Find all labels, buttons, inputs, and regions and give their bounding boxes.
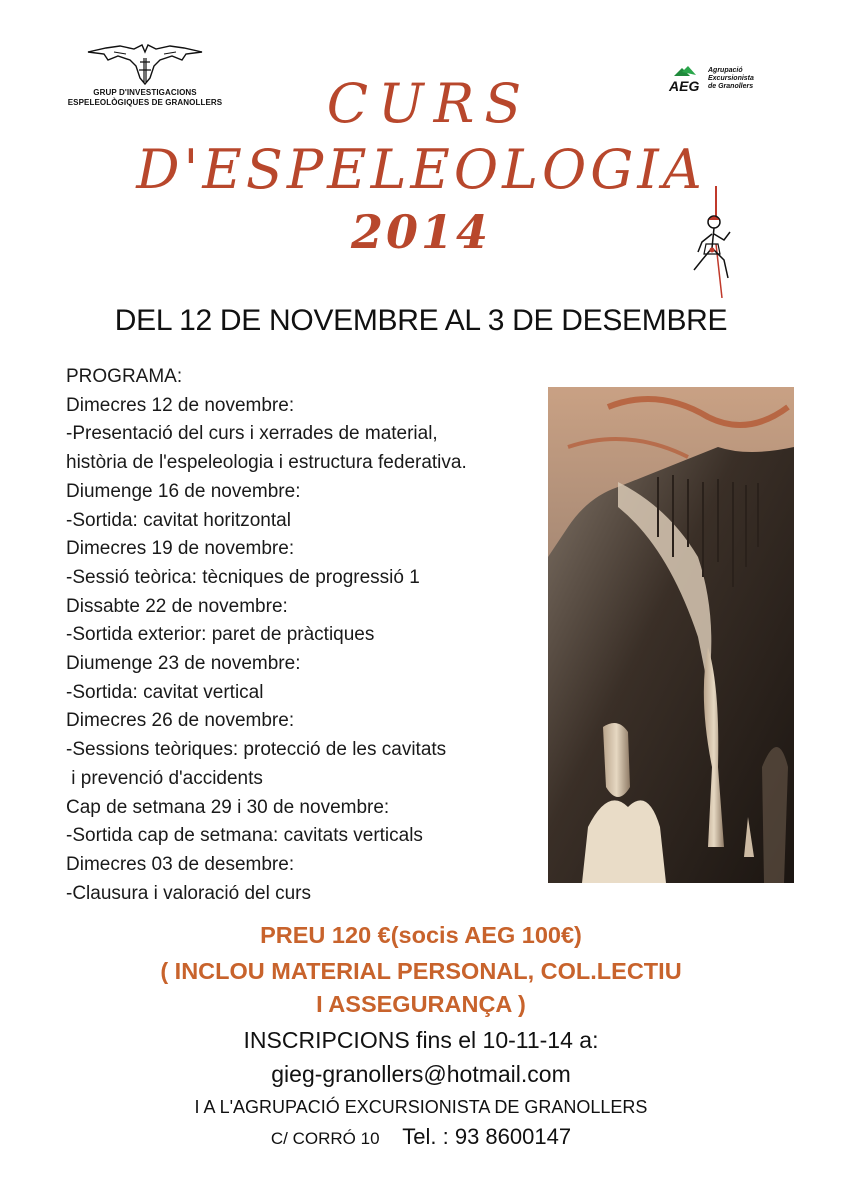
- title-line-2: D'ESPELEOLOGIA: [136, 138, 706, 201]
- svg-text:AEG: AEG: [669, 78, 700, 94]
- program-line: Dimecres 26 de novembre:: [66, 710, 295, 732]
- title-year: 2014: [350, 205, 492, 259]
- program-line: història de l'espeleologia i estructura federativa.: [66, 452, 467, 474]
- aeg-logo-line2: Excursionista: [708, 75, 754, 82]
- price-includes-line-2: I ASSEGURANÇA ): [316, 991, 526, 1017]
- program-line: -Clausura i valoració del curs: [66, 882, 311, 904]
- program-line: -Sortida: cavitat horitzontal: [66, 509, 291, 531]
- gieg-logo-line1: GRUP D'INVESTIGACIONS: [93, 88, 197, 97]
- cave-photo: [548, 387, 794, 883]
- price-includes-line: ( INCLOU MATERIAL PERSONAL, COL.LECTIU: [160, 958, 682, 984]
- program-line: Cap de setmana 29 i 30 de novembre:: [66, 796, 390, 818]
- program-list: [66, 363, 556, 908]
- program-line: Dissabte 22 de novembre:: [66, 595, 288, 617]
- program-line: i prevenció d'accidents: [66, 767, 263, 789]
- program-line: Diumenge 23 de novembre:: [66, 653, 301, 675]
- program-line: -Sortida: cavitat vertical: [66, 681, 264, 703]
- program-line: Dimecres 19 de novembre:: [66, 538, 295, 560]
- street-address: C/ CORRÓ 10: [270, 1129, 380, 1148]
- program-line: -Presentació del curs i xerrades de material,: [66, 423, 438, 445]
- aeg-logo-line1: Agrupació: [708, 67, 743, 74]
- title-line-1: CURS: [326, 72, 532, 135]
- gieg-logo-line2: ESPELEOLÒGIQUES DE GRANOLLERS: [67, 98, 223, 107]
- program-heading: PROGRAMA:: [66, 366, 183, 387]
- aeg-logo-line3: de Granollers: [708, 83, 754, 90]
- program-line: -Sessió teòrica: tècniques de progressió 1: [66, 566, 420, 588]
- phone-number[interactable]: Tel. : 93 8600147: [402, 1124, 572, 1149]
- caver-on-rope-icon: [684, 186, 744, 298]
- course-dates: DEL 12 DE NOVEMBRE AL 3 DE DESEMBRE: [114, 304, 728, 337]
- program-line: -Sessions teòriques: protecció de les cavitats: [66, 739, 447, 761]
- address-phone-line: [0, 1124, 842, 1150]
- registration-deadline: INSCRIPCIONS fins el 10-11-14 a:: [243, 1027, 599, 1053]
- price-line: PREU 120 €(socis AEG 100€): [260, 922, 582, 948]
- program-line: Dimecres 12 de novembre:: [66, 394, 295, 416]
- organization-line: I A L'AGRUPACIÓ EXCURSIONISTA DE GRANOLLERS: [194, 1097, 648, 1117]
- program-line: Dimecres 03 de desembre:: [66, 853, 295, 875]
- program-line: Diumenge 16 de novembre:: [66, 480, 301, 502]
- contact-email[interactable]: gieg-granollers@hotmail.com: [271, 1061, 571, 1087]
- program-line: -Sortida cap de setmana: cavitats verticals: [66, 825, 423, 847]
- program-line: -Sortida exterior: paret de pràctiques: [66, 624, 375, 646]
